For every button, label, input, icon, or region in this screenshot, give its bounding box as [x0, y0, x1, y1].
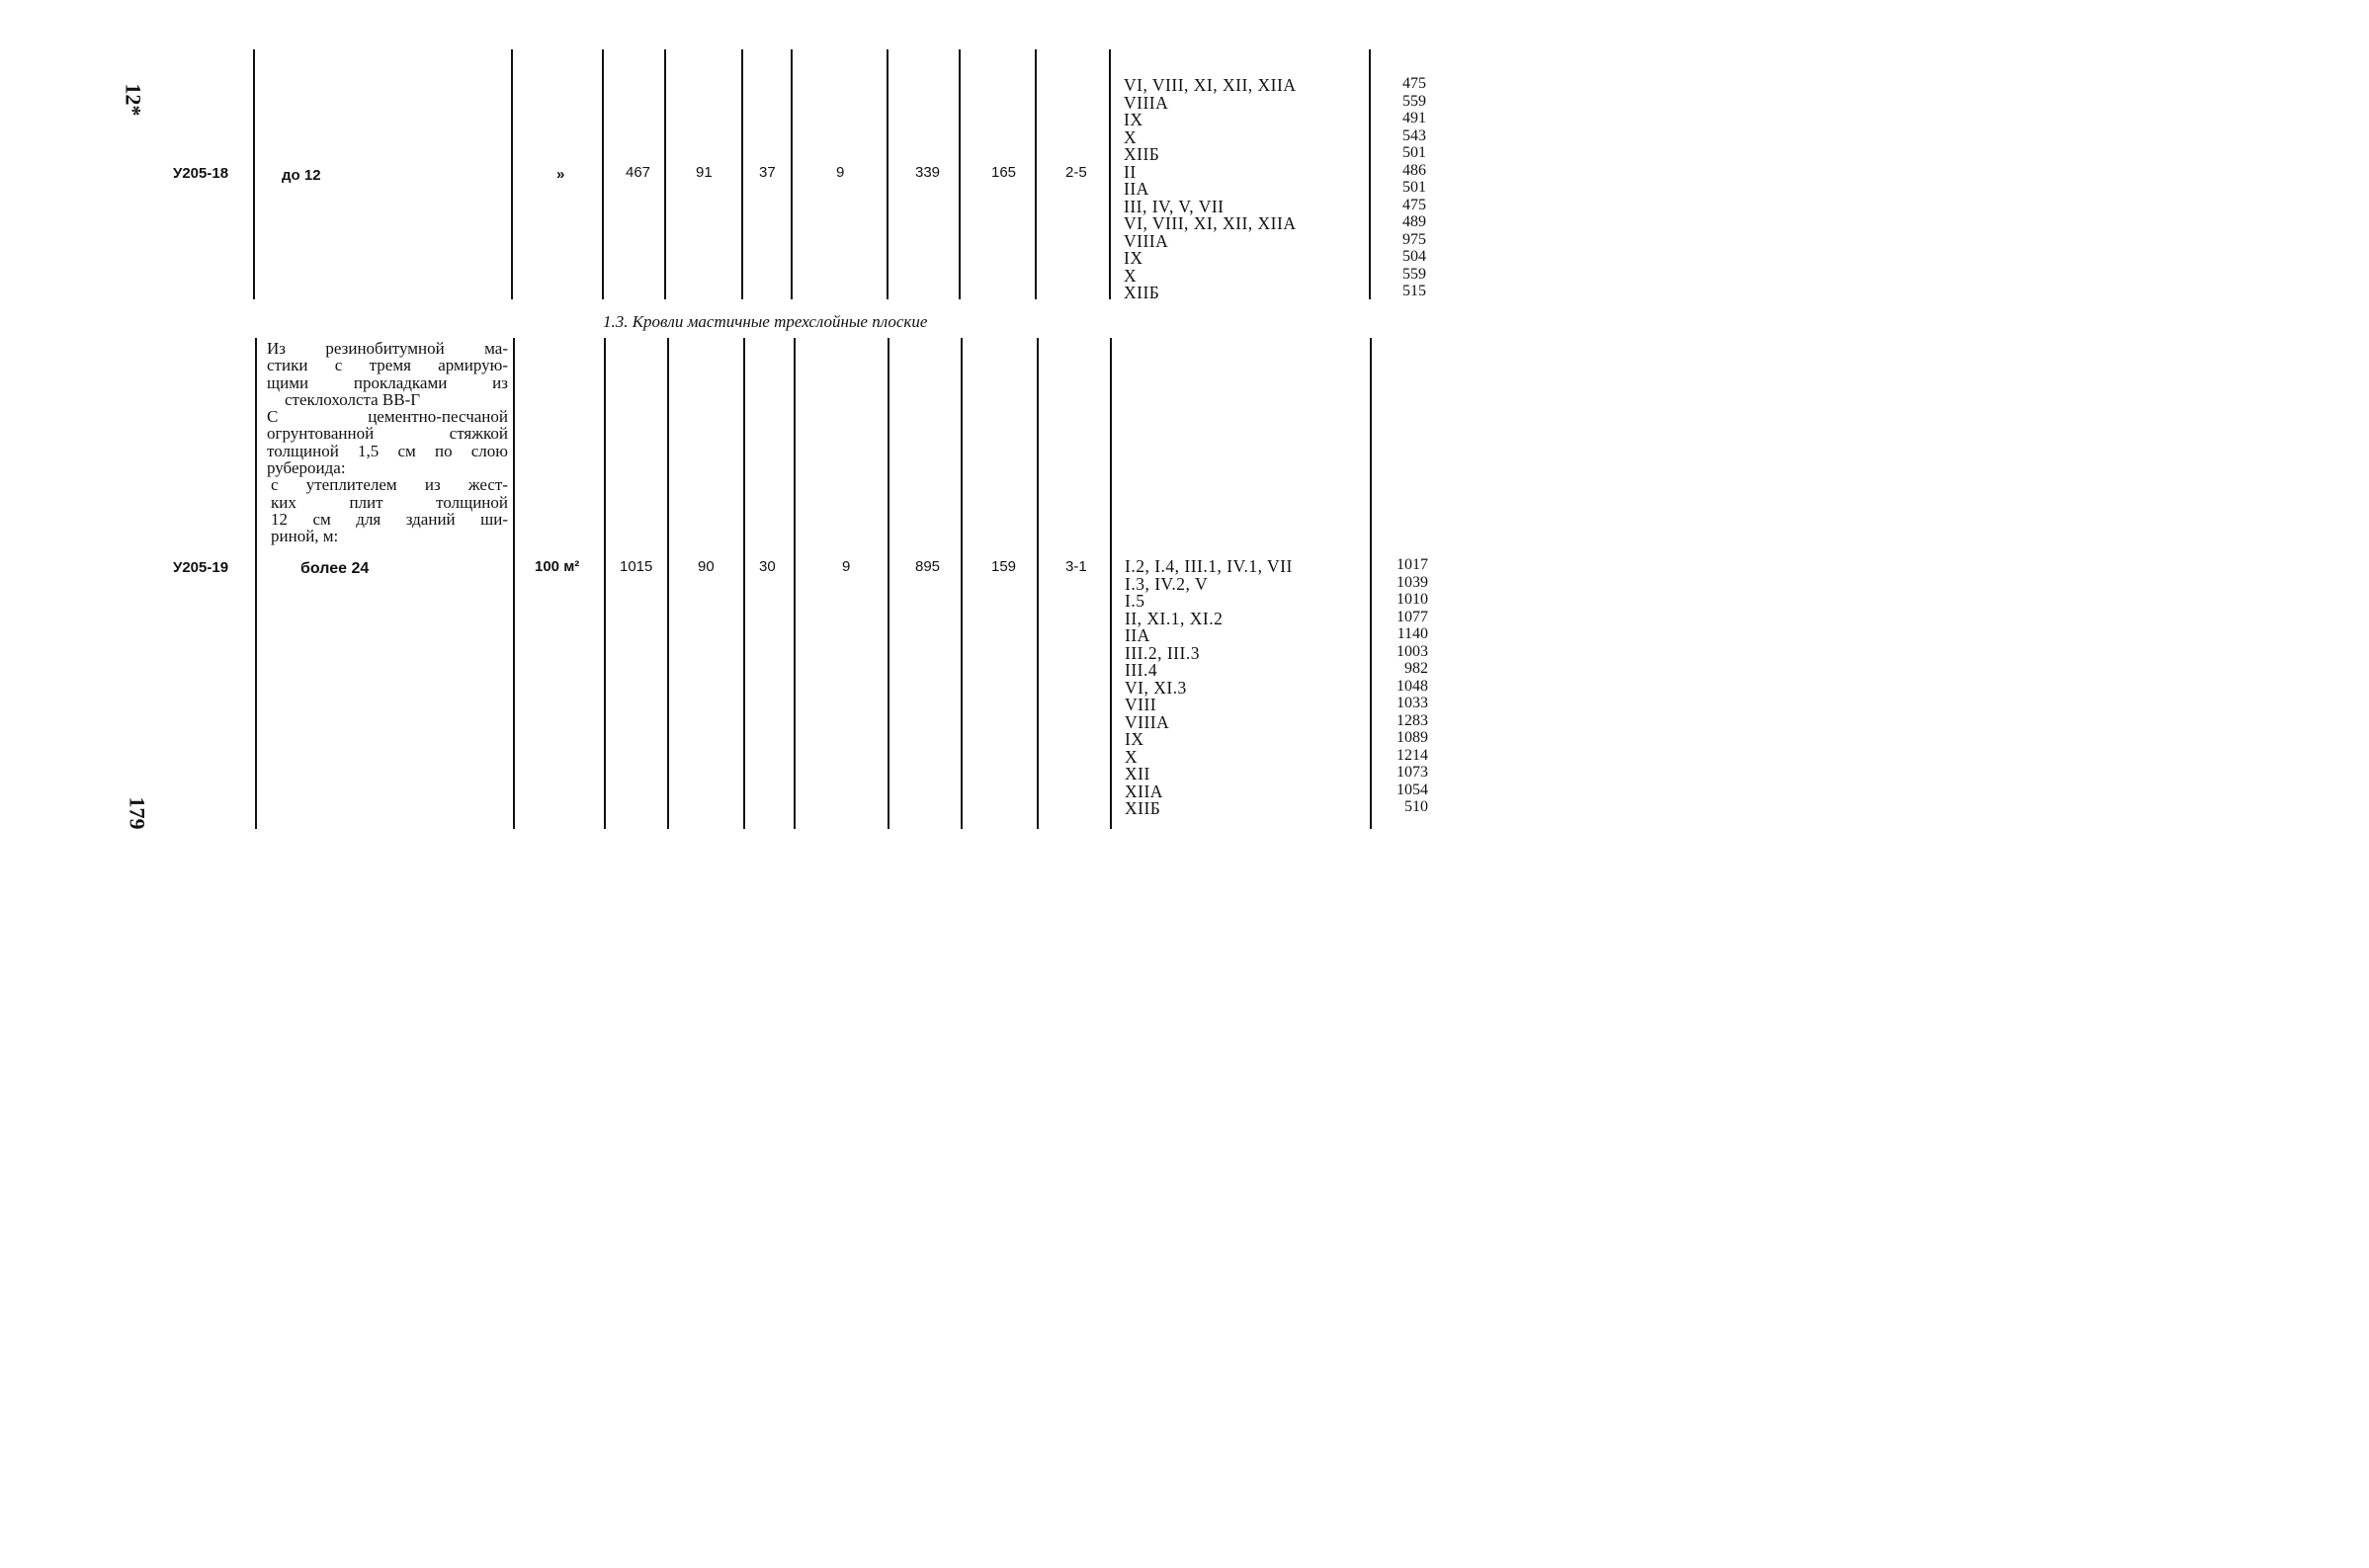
row-col-2: 91	[696, 164, 713, 181]
page-number: 179	[125, 796, 150, 830]
value-list: 475 559 491 543 501 486 501 475 489 975 504 559 515	[1402, 75, 1426, 299]
row-description: более 24	[300, 560, 370, 577]
row-col-2: 90	[698, 558, 715, 575]
page-mark-top: 12*	[121, 83, 146, 117]
row-code: У205-18	[173, 165, 229, 182]
row-col-5: 339	[915, 164, 941, 181]
row-description-heading: Из резинобитумной ма- стики с тремя армирую- щими прокладками из стеклохолста ВВ-Г С цементно-песчаной огрунтованной стяжкой толщиной 1,5 см по слою рубероида: с утеплителем из жест- ких плит толщиной 12 см для зданий ши- риной, м:	[267, 339, 508, 546]
row-unit: 100 м²	[535, 558, 580, 575]
row-description: до 12	[282, 167, 321, 184]
row-unit: »	[556, 166, 565, 183]
region-list: I.2, I.4, III.1, IV.1, VII I.3, IV.2, V I.5 II, XI.1, XI.2 IIA III.2, III.3 III.4 VI, XI.3 VIII VIIIA IX X XII XIIA XIIБ	[1125, 556, 1293, 818]
row-code: У205-19	[173, 559, 229, 576]
row-col-6: 165	[991, 164, 1017, 181]
value-list: 1017 1039 1010 1077 1140 1003 982 1048 1033 1283 1089 1214 1073 1054 510	[1396, 556, 1428, 815]
row-col-4: 9	[842, 558, 851, 575]
region-list: VI, VIII, XI, XII, XIIA VIIIA IX X XIIБ II IIA III, IV, V, VII VI, VIII, XI, XII, XIIA VIIIA IX X XIIБ	[1124, 75, 1297, 302]
row-col-5: 895	[915, 558, 941, 575]
row-col-6: 159	[991, 558, 1017, 575]
row-col-4: 9	[836, 164, 845, 181]
row-col-7: 2-5	[1065, 164, 1087, 181]
row-col-3: 30	[759, 558, 776, 575]
row-col-1: 1015	[620, 558, 653, 575]
row-col-7: 3-1	[1065, 558, 1087, 575]
row-col-3: 37	[759, 164, 776, 181]
row-col-1: 467	[626, 164, 651, 181]
section-title: 1.3. Кровли мастичные трехслойные плоские	[603, 312, 928, 331]
